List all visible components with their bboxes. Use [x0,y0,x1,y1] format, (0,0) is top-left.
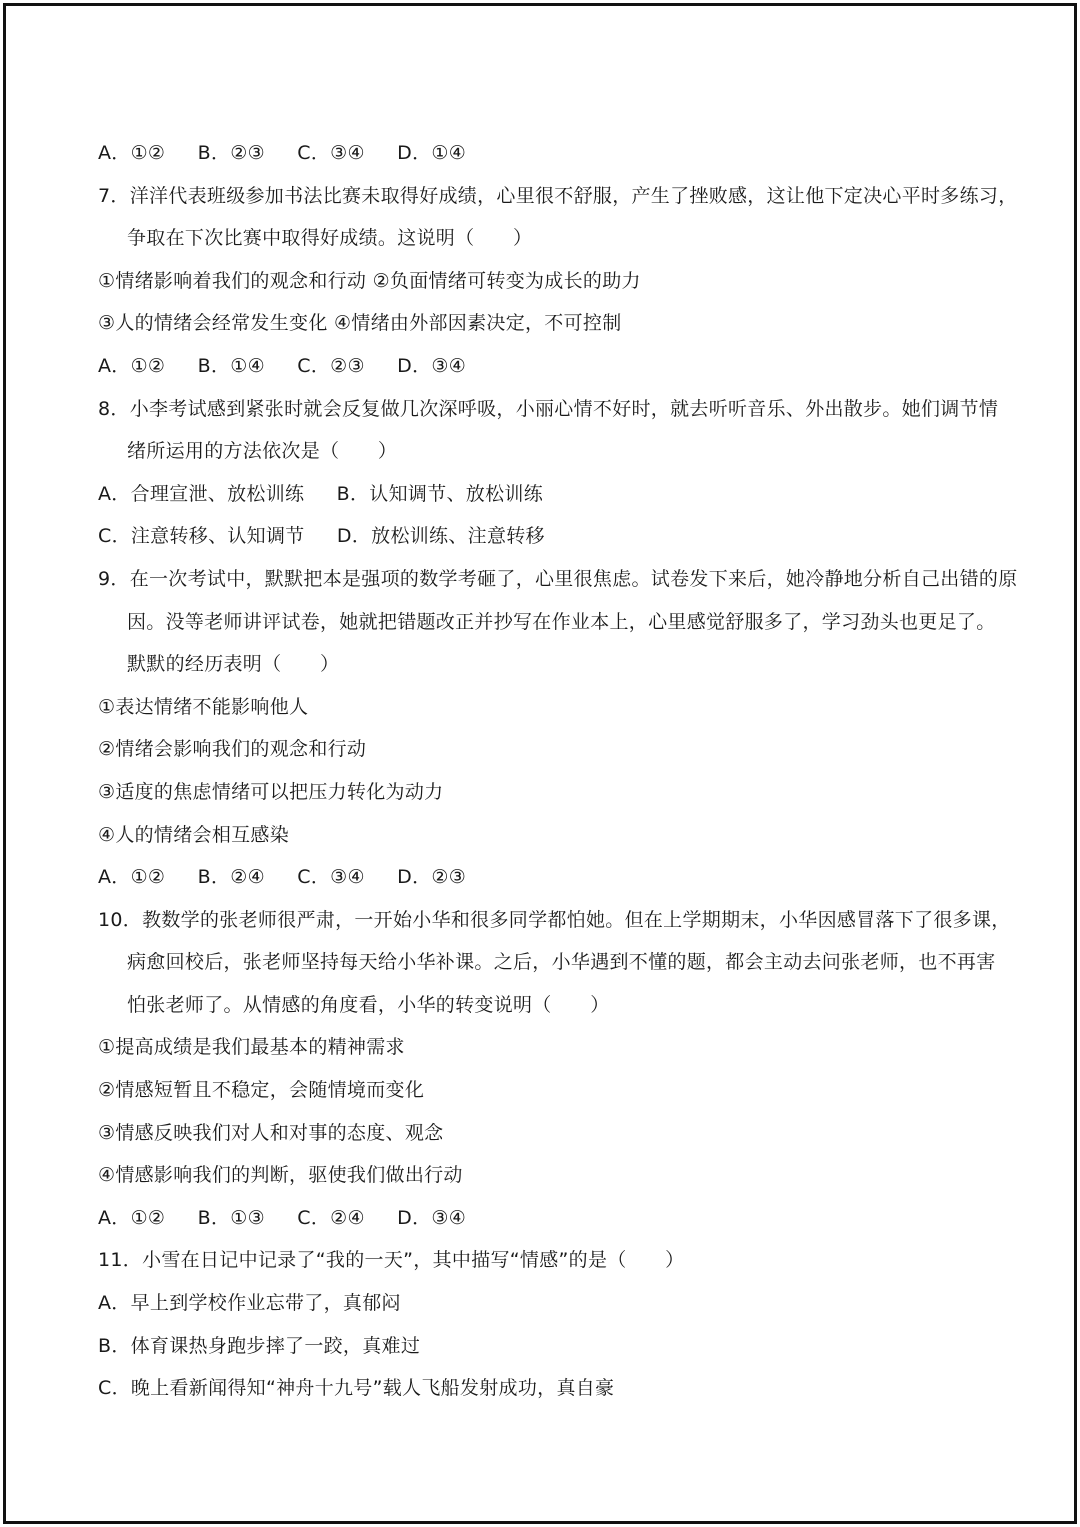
q7-statement-line1: ①情绪影响着我们的观念和行动 ②负面情绪可转变为成长的助力 [98,269,641,292]
q7-option-b: B．①④ [197,354,265,377]
q9-stem-line3: 默默的经历表明（ ） [127,653,340,676]
q7-option-d: D．③④ [397,354,467,377]
q10-statement-4: ④情感影响我们的判断，驱使我们做出行动 [98,1164,463,1187]
q9-stem-line1: 9．在一次考试中，默默把本是强项的数学考砸了，心里很焦虑。试卷发下来后，她冷静地分析自己出错的原 [98,567,1018,590]
q8-stem-line1: 8．小李考试感到紧张时就会反复做几次深呼吸，小丽心情不好时，就去听听音乐、外出散步。她们调节情 [98,397,999,420]
q8-stem-line2: 绪所运用的方法依次是（ ） [127,440,398,463]
q7-statement-line2: ③人的情绪会经常发生变化 ④情绪由外部因素决定，不可控制 [98,312,622,335]
q6-options [98,132,998,175]
q8-options-row1 [98,473,998,516]
q10-option-b: B．①③ [197,1206,265,1229]
q7-stem-line2: 争取在下次比赛中取得好成绩。这说明（ ） [127,227,533,250]
q10-options [98,1197,998,1240]
q10-option-a: A．①② [98,1206,166,1229]
q10-option-d: D．③④ [397,1206,467,1229]
q10-stem-line1: 10．教数学的张老师很严肃，一开始小华和很多同学都怕她。但在上学期期末，小华因感冒落下了很多课， [98,908,1011,931]
q10-statement-3: ③情感反映我们对人和对事的态度、观念 [98,1121,444,1144]
q8-options-row2 [98,515,998,558]
q7-stem-line1: 7．洋洋代表班级参加书法比赛未取得好成绩，心里很不舒服，产生了挫败感，这让他下定决心平时多练习， [98,184,1018,207]
q9-statement-1: ①表达情绪不能影响他人 [98,695,309,718]
q9-statement-2: ②情绪会影响我们的观念和行动 [98,738,367,761]
q9-option-b: B．②④ [197,866,265,889]
q7-option-c: C．②③ [297,354,365,377]
q11-option-c: C．晚上看新闻得知“神舟十九号”载人飞船发射成功，真自豪 [98,1377,615,1400]
q11-option-b: B．体育课热身跑步摔了一跤，真难过 [98,1334,421,1357]
q9-option-c: C．③④ [297,866,365,889]
q10-statement-2: ②情感短暂且不稳定，会随情境而变化 [98,1079,425,1102]
q8-option-b: B．认知调节、放松训练 [336,482,543,505]
q9-option-a: A．①② [98,866,166,889]
q8-option-c: C．注意转移、认知调节 [98,525,305,548]
q10-option-c: C．②④ [297,1206,365,1229]
q11-option-a: A．早上到学校作业忘带了，真郁闷 [98,1292,401,1315]
q10-stem-line3: 怕张老师了。从情感的角度看，小华的转变说明（ ） [127,993,610,1016]
q10-statement-1: ①提高成绩是我们最基本的精神需求 [98,1036,405,1059]
q8-option-a: A．合理宣泄、放松训练 [98,482,305,505]
q9-options [98,856,998,899]
q6-option-a: A．①② [98,142,166,164]
q7-option-a: A．①② [98,354,166,377]
q6-option-c: C．③④ [297,142,365,164]
q8-option-d: D．放松训练、注意转移 [336,525,545,548]
q9-option-d: D．②③ [397,866,467,889]
q7-options [98,345,998,388]
q10-stem-line2: 病愈回校后，张老师坚持每天给小华补课。之后，小华遇到不懂的题，都会主动去问张老师，也不再害 [127,951,996,974]
q9-stem-line2: 因。没等老师讲评试卷，她就把错题改正并抄写在作业本上，心里感觉舒服多了，学习劲头也更足了。 [127,610,996,633]
q6-option-b: B．②③ [197,142,265,164]
q6-option-d: D．①④ [397,142,467,164]
q9-statement-4: ④人的情绪会相互感染 [98,823,290,846]
q9-statement-3: ③适度的焦虑情绪可以把压力转化为动力 [98,780,444,803]
q11-stem: 11．小雪在日记中记录了“我的一天”，其中描写“情感”的是（ ） [98,1249,685,1272]
exam-page-content [98,132,1018,1410]
